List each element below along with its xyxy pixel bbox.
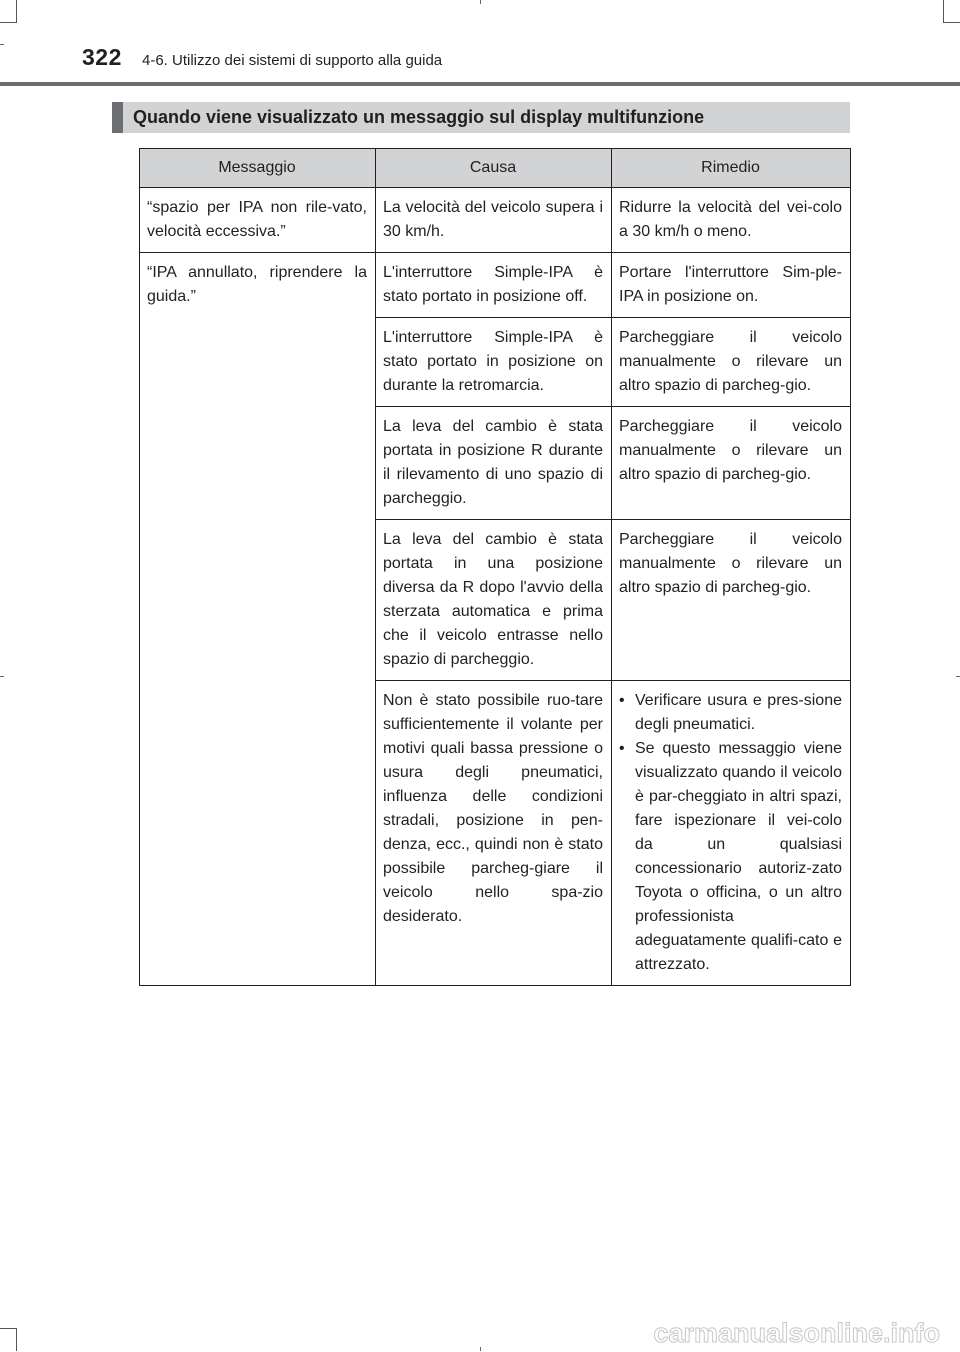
crop-tick-top-center: [480, 0, 481, 4]
column-header-message: Messaggio: [140, 149, 376, 188]
cause-cell: Non è stato possibile ruo-tare sufficientemente il volante per motivi quali bassa pressione o usura degli pneumatici, influenza delle condizioni stradali, posizione in pen-denza, ecc., quindi non è stato possibile parcheg-giare il veicolo nello spa-zio desiderato.: [376, 681, 612, 986]
crop-mark-top-left-v: [16, 0, 17, 22]
crop-mark-bottom-left-h: [0, 1328, 17, 1329]
header-rule: [0, 82, 960, 86]
table-header-row: [140, 149, 851, 188]
remedy-cell: Portare l'interruttore Sim-ple-IPA in posizione on.: [612, 253, 851, 318]
section-title: Quando viene visualizzato un messaggio sul display multifunzione: [112, 102, 850, 133]
column-header-remedy: Rimedio: [612, 149, 851, 188]
page-number: 322: [82, 44, 122, 70]
cause-cell: La leva del cambio è stata portata in una posizione diversa da R dopo l'avvio della sterzata automatica e prima che il veicolo entrasse nello spazio di parcheggio.: [376, 520, 612, 681]
cause-cell: L'interruttore Simple-IPA è stato portato in posizione on durante la retromarcia.: [376, 318, 612, 407]
remedy-bullet-item: • Se questo messaggio viene visualizzato quando il veicolo è par-cheggiato in altri spazi, fare ispezionare il vei-colo da un qualsiasi concessionario autoriz-zato Toyota o officina, o un altro professionista adeguatamente qualifi-cato e attrezzato.: [619, 737, 842, 977]
column-header-cause: Causa: [376, 149, 612, 188]
cause-cell: L'interruttore Simple-IPA è stato portato in posizione off.: [376, 253, 612, 318]
remedy-cell: [612, 681, 851, 986]
remedy-bullet-item: • Verificare usura e pres-sione degli pneumatici.: [619, 689, 842, 737]
crop-tick-right-mid: [956, 676, 960, 677]
cause-cell: La velocità del veicolo supera i 30 km/h.: [376, 188, 612, 253]
message-cell: “spazio per IPA non rile-vato, velocità eccessiva.”: [140, 188, 376, 253]
watermark-logo: [642, 1312, 942, 1352]
crop-tick-bottom-center: [480, 1347, 481, 1351]
message-cell: “IPA annullato, riprendere la guida.”: [140, 253, 376, 986]
crop-mark-top-right-h: [943, 22, 960, 23]
remedy-cell: Ridurre la velocità del vei-colo a 30 km/h o meno.: [612, 188, 851, 253]
remedy-cell: Parcheggiare il veicolo manualmente o rilevare un altro spazio di parcheg-gio.: [612, 318, 851, 407]
remedy-cell: Parcheggiare il veicolo manualmente o rilevare un altro spazio di parcheg-gio.: [612, 407, 851, 520]
running-head: 4-6. Utilizzo dei sistemi di supporto alla guida: [142, 52, 443, 69]
table-row: [140, 188, 851, 253]
crop-tick-left-top: [0, 44, 4, 45]
cause-cell: La leva del cambio è stata portata in posizione R durante il rilevamento di uno spazio di parcheggio.: [376, 407, 612, 520]
crop-mark-top-right-v: [943, 0, 944, 22]
message-table: [139, 148, 851, 986]
remedy-cell: Parcheggiare il veicolo manualmente o rilevare un altro spazio di parcheg-gio.: [612, 520, 851, 681]
svg-text:carmanualsonline.info: carmanualsonline.info: [653, 1318, 940, 1348]
table-row: [140, 253, 851, 318]
crop-mark-bottom-left-v: [16, 1328, 17, 1351]
remedy-bullet-list: [619, 689, 842, 977]
crop-tick-left-mid: [0, 676, 4, 677]
crop-mark-top-left-h: [0, 22, 17, 23]
